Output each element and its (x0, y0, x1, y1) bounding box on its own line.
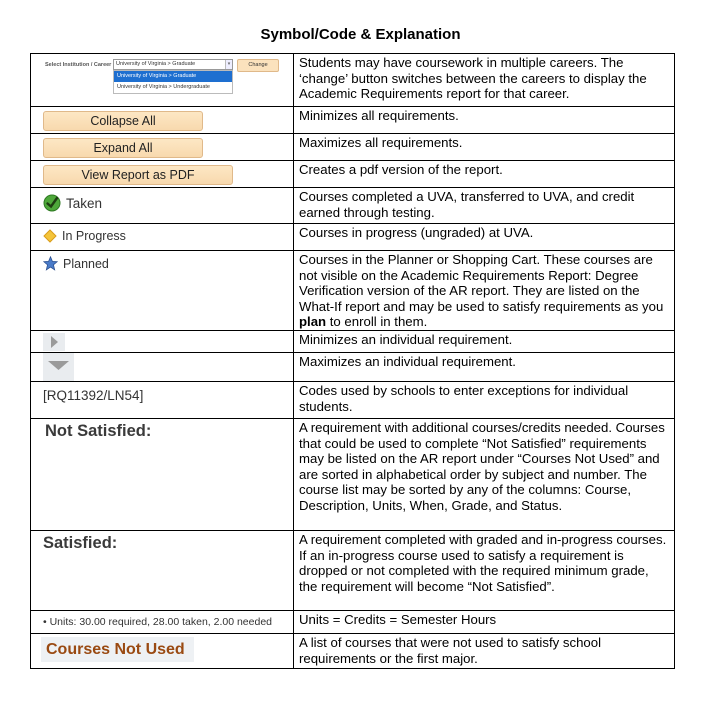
triangle-right-icon (43, 333, 65, 351)
explanation-text: Courses in the Planner or Shopping Cart. These courses are not visible on the Academic Requirements Report: Degree Verification version of the AR report. They are listed on the What-If report and may be used to satisfy requirements as you (299, 252, 664, 314)
symbol-cell (31, 134, 294, 161)
star-icon (43, 256, 58, 271)
table-row (31, 382, 675, 419)
explanation-cell: Maximizes an individual requirement. (294, 353, 675, 382)
career-select-value: University of Virginia > Graduate (116, 61, 196, 67)
symbol-legend-table (30, 53, 675, 669)
explanation-cell: Students may have coursework in multiple careers. The ‘change’ button switches between the careers to display the Academic Requirements report for that career. (294, 54, 675, 107)
table-row (31, 531, 675, 611)
view-report-pdf-button[interactable]: View Report as PDF (43, 165, 233, 185)
expand-all-button[interactable]: Expand All (43, 138, 203, 158)
explanation-cell: Minimizes all requirements. (294, 107, 675, 134)
status-planned (43, 256, 109, 271)
units-text: Units: 30.00 required, 28.00 taken, 2.00 needed (49, 616, 273, 628)
status-label: In Progress (62, 229, 126, 243)
units-summary: • Units: 30.00 required, 28.00 taken, 2.00 needed (43, 616, 273, 628)
table-row (31, 611, 675, 634)
career-option-graduate[interactable]: University of Virginia > Graduate (114, 71, 232, 82)
explanation-cell: Minimizes an individual requirement. (294, 331, 675, 353)
symbol-cell (31, 419, 294, 531)
status-taken (43, 194, 102, 212)
explanation-cell: A requirement completed with graded and in-progress courses. If an in-progress course used to satisfy a requirement is dropped or not completed with the required minimum grade, the requirement will become “Not Satisfied”. (294, 531, 675, 611)
status-in-progress (43, 229, 126, 243)
explanation-cell: Maximizes all requirements. (294, 134, 675, 161)
table-row (31, 107, 675, 134)
explanation-cell: A requirement with additional courses/credits needed. Courses that could be used to complete “Not Satisfied” requirements may be listed on the AR report under “Courses Not Used” and are sorted in alphabetical order by subject and number. The course list may be sorted by any of the columns: Course, Description, Units, When, Grade, and Status. (294, 419, 675, 531)
table-row (31, 224, 675, 251)
collapse-all-button[interactable]: Collapse All (43, 111, 203, 131)
explanation-cell: Creates a pdf version of the report. (294, 161, 675, 188)
explanation-text: to enroll in them. (326, 314, 428, 330)
explanation-cell (294, 251, 675, 331)
symbol-cell (31, 251, 294, 331)
table-row (31, 188, 675, 224)
table-row (31, 331, 675, 353)
not-satisfied-label: Not Satisfied: (45, 422, 152, 440)
page-title: Symbol/Code & Explanation (260, 26, 461, 43)
career-select[interactable] (113, 59, 233, 70)
chevron-down-icon[interactable]: ▾ (225, 60, 232, 69)
explanation-cell: Courses in progress (ungraded) at UVA. (294, 224, 675, 251)
change-button[interactable]: Change (237, 59, 279, 72)
table-row (31, 54, 675, 107)
table-row (31, 161, 675, 188)
symbol-cell (31, 54, 294, 107)
status-label: Planned (63, 256, 109, 271)
exception-code: [RQ11392/LN54] (43, 388, 144, 403)
table-row (31, 134, 675, 161)
explanation-cell: A list of courses that were not used to satisfy school requirements or the first major. (294, 634, 675, 669)
courses-not-used-heading: Courses Not Used (41, 637, 194, 662)
symbol-cell (31, 224, 294, 251)
symbol-cell (31, 353, 294, 382)
table-row (31, 353, 675, 382)
expand-requirement-toggle[interactable] (43, 353, 74, 381)
status-label: Taken (66, 195, 103, 211)
diamond-icon (43, 229, 57, 243)
table-row (31, 251, 675, 331)
collapse-requirement-toggle[interactable] (43, 333, 65, 351)
triangle-down-icon (43, 353, 74, 381)
symbol-cell (31, 331, 294, 353)
table-row (31, 419, 675, 531)
symbol-cell (31, 634, 294, 669)
satisfied-label: Satisfied: (43, 534, 118, 552)
explanation-cell: Courses completed a UVA, transferred to UVA, and credit earned through testing. (294, 188, 675, 224)
career-dropdown-list (113, 70, 233, 94)
symbol-cell (31, 107, 294, 134)
symbol-cell (31, 531, 294, 611)
symbol-cell (31, 161, 294, 188)
career-option-undergraduate[interactable]: University of Virginia > Undergraduate (117, 84, 210, 90)
explanation-cell: Units = Credits = Semester Hours (294, 611, 675, 634)
symbol-cell (31, 611, 294, 634)
check-circle-icon (43, 194, 61, 212)
symbol-cell (31, 382, 294, 419)
symbol-cell (31, 188, 294, 224)
table-row (31, 634, 675, 669)
career-select-label: Select Institution / Career (45, 62, 112, 68)
emphasis-plan: plan (299, 314, 327, 330)
explanation-cell: Codes used by schools to enter exceptions for individual students. (294, 382, 675, 419)
